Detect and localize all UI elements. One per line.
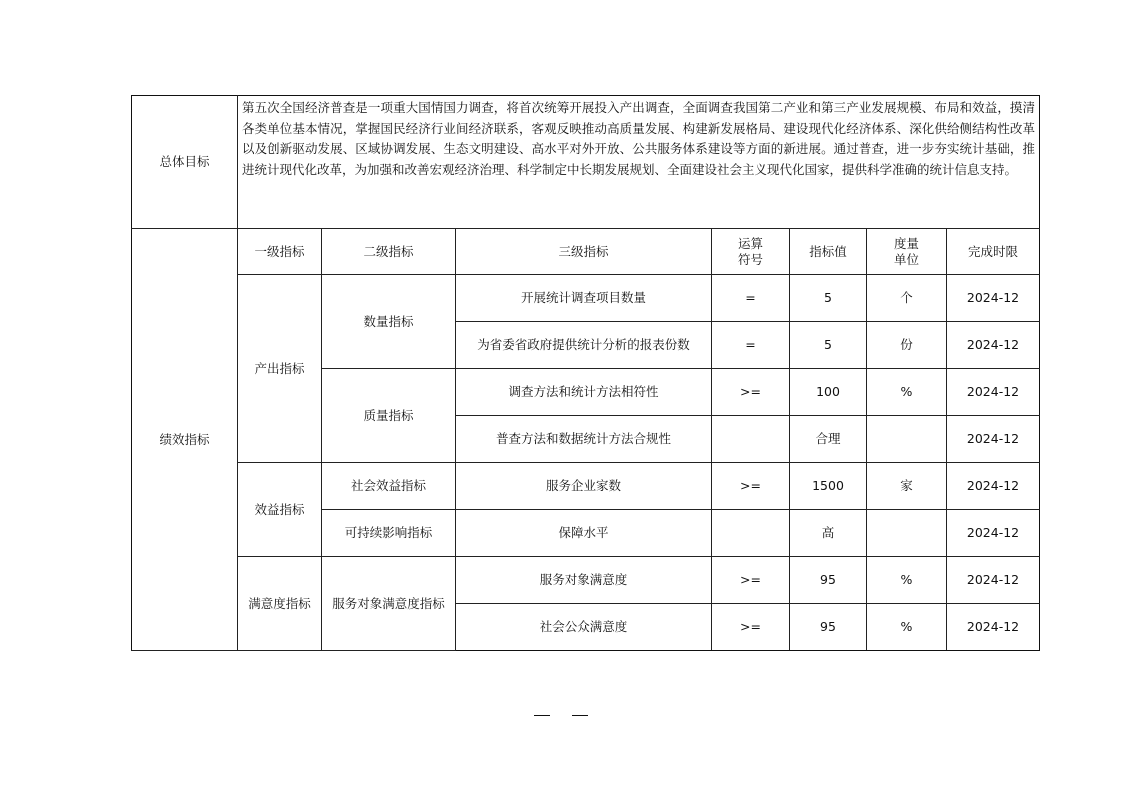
indicator-operator xyxy=(712,416,790,463)
indicator-operator: >= xyxy=(712,557,790,604)
performance-table xyxy=(131,95,1040,651)
indicator-name: 服务对象满意度 xyxy=(456,557,712,604)
indicator-value: 5 xyxy=(790,275,867,322)
indicator-unit xyxy=(867,416,947,463)
indicator-unit: % xyxy=(867,557,947,604)
indicator-unit: 个 xyxy=(867,275,947,322)
indicator-name: 社会公众满意度 xyxy=(456,604,712,651)
indicator-operator: = xyxy=(712,322,790,369)
header-operator-text: 运算符号 xyxy=(737,235,763,267)
footer-dash-right xyxy=(572,715,588,716)
indicator-unit: % xyxy=(867,604,947,651)
group-satisfaction: 满意度指标 xyxy=(238,557,322,651)
performance-label: 绩效指标 xyxy=(132,229,238,651)
goal-row xyxy=(132,96,1040,229)
page-footer xyxy=(0,704,1122,720)
header-level1: 一级指标 xyxy=(238,229,322,275)
footer-dash-left xyxy=(534,715,550,716)
page-number-marker xyxy=(534,715,588,716)
indicator-unit xyxy=(867,510,947,557)
indicator-value: 合理 xyxy=(790,416,867,463)
indicator-deadline: 2024-12 xyxy=(947,322,1040,369)
header-level2: 二级指标 xyxy=(322,229,456,275)
indicator-name: 开展统计调查项目数量 xyxy=(456,275,712,322)
indicator-deadline: 2024-12 xyxy=(947,510,1040,557)
header-value: 指标值 xyxy=(790,229,867,275)
group-benefit: 效益指标 xyxy=(238,463,322,557)
indicator-deadline: 2024-12 xyxy=(947,275,1040,322)
header-operator xyxy=(712,229,790,275)
indicator-value: 1500 xyxy=(790,463,867,510)
indicator-operator: >= xyxy=(712,463,790,510)
indicator-value: 5 xyxy=(790,322,867,369)
indicator-value: 95 xyxy=(790,557,867,604)
subgroup-quantity: 数量指标 xyxy=(322,275,456,369)
indicator-deadline: 2024-12 xyxy=(947,369,1040,416)
indicator-operator: >= xyxy=(712,369,790,416)
header-row xyxy=(132,229,1040,275)
indicator-deadline: 2024-12 xyxy=(947,416,1040,463)
group-output: 产出指标 xyxy=(238,275,322,463)
subgroup-social: 社会效益指标 xyxy=(322,463,456,510)
header-unit xyxy=(867,229,947,275)
goal-label: 总体目标 xyxy=(132,96,238,229)
subgroup-service-satisfaction: 服务对象满意度指标 xyxy=(322,557,456,651)
subgroup-quality: 质量指标 xyxy=(322,369,456,463)
indicator-name: 服务企业家数 xyxy=(456,463,712,510)
indicator-deadline: 2024-12 xyxy=(947,604,1040,651)
header-level3: 三级指标 xyxy=(456,229,712,275)
table-row xyxy=(132,275,1040,322)
indicator-operator: = xyxy=(712,275,790,322)
indicator-unit: % xyxy=(867,369,947,416)
indicator-deadline: 2024-12 xyxy=(947,463,1040,510)
table-row xyxy=(132,557,1040,604)
goal-text: 第五次全国经济普查是一项重大国情国力调查，将首次统筹开展投入产出调查，全面调查我国第二产业和第三产业发展规模、布局和效益，摸清各类单位基本情况，掌握国民经济行业间经济联系，客观反映推动高质量发展、构建新发展格局、建设现代化经济体系、深化供给侧结构性改革以及创新驱动发展、区域协调发展、生态文明建设、高水平对外开放、公共服务体系建设等方面的新进展。通过普查，进一步夯实统计基础，推进统计现代化改革，为加强和改善宏观经济治理、科学制定中长期发展规划、全面建设社会主义现代化国家，提供科学准确的统计信息支持。 xyxy=(238,96,1040,229)
indicator-value: 95 xyxy=(790,604,867,651)
indicator-value: 高 xyxy=(790,510,867,557)
indicator-operator: >= xyxy=(712,604,790,651)
indicator-name: 普查方法和数据统计方法合规性 xyxy=(456,416,712,463)
subgroup-sustainable: 可持续影响指标 xyxy=(322,510,456,557)
indicator-unit: 份 xyxy=(867,322,947,369)
indicator-operator xyxy=(712,510,790,557)
indicator-unit: 家 xyxy=(867,463,947,510)
header-deadline: 完成时限 xyxy=(947,229,1040,275)
indicator-name: 保障水平 xyxy=(456,510,712,557)
table-row xyxy=(132,463,1040,510)
header-unit-text: 度量单位 xyxy=(893,235,919,267)
indicator-name: 为省委省政府提供统计分析的报表份数 xyxy=(456,322,712,369)
indicator-value: 100 xyxy=(790,369,867,416)
indicator-deadline: 2024-12 xyxy=(947,557,1040,604)
indicator-name: 调查方法和统计方法相符性 xyxy=(456,369,712,416)
